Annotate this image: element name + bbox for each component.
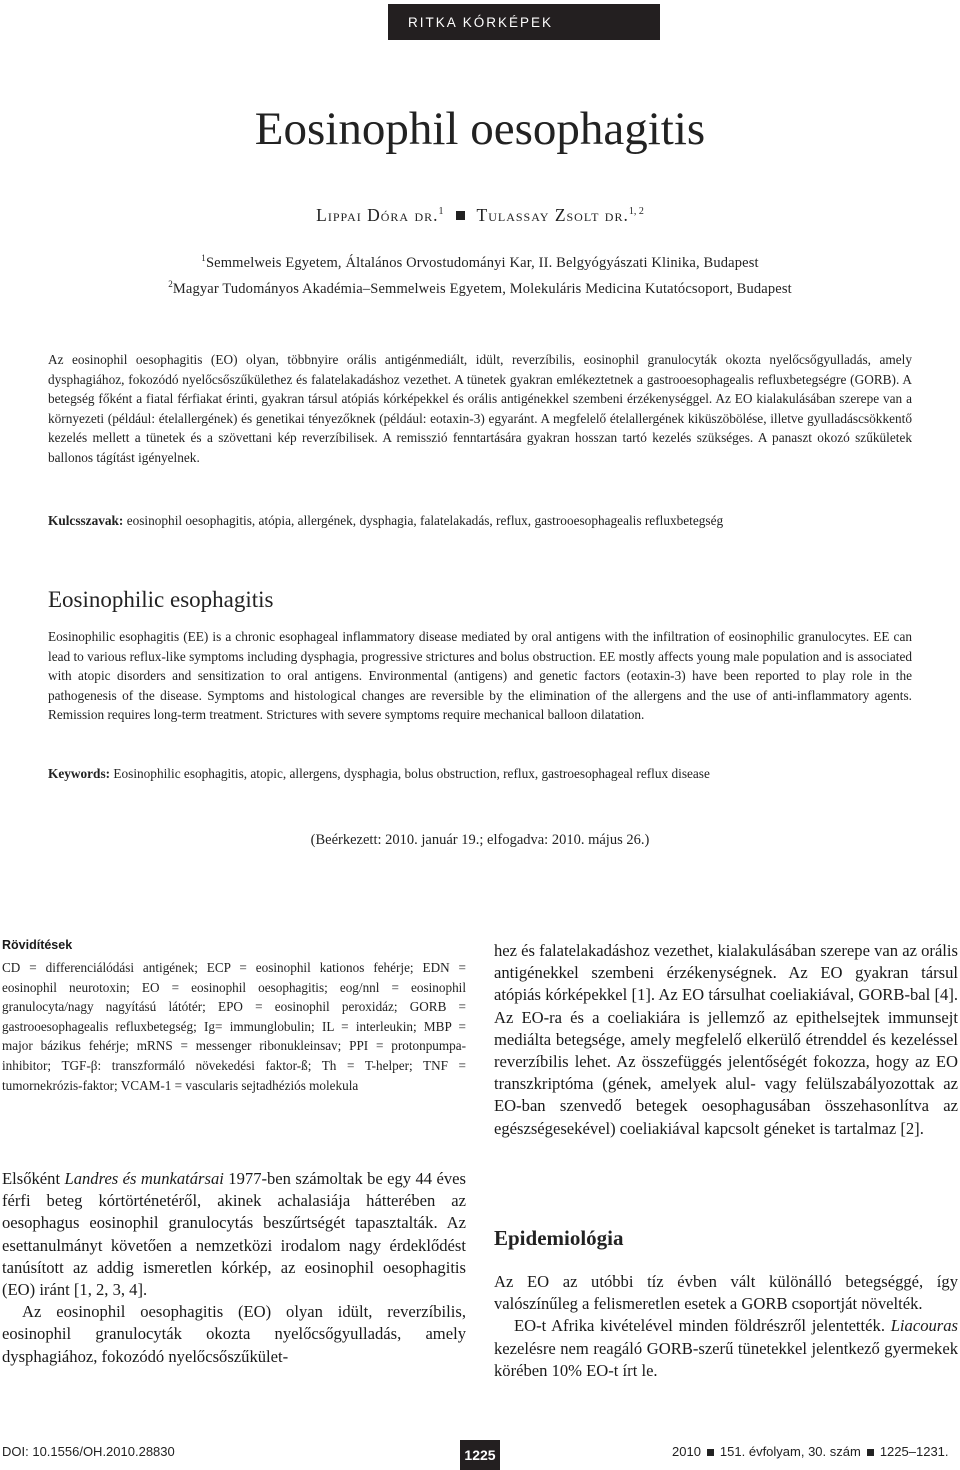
page-number-text: 1225	[464, 1447, 496, 1463]
right-p3-post: kezelésre nem reagáló GORB-szerű tünetekkel jelentkező gyermekek körében 10% EO-t írt le.	[494, 1338, 958, 1380]
section-tag	[388, 4, 660, 40]
footer-square-icon	[867, 1449, 874, 1456]
footer-square-icon	[707, 1449, 714, 1456]
footer-pages: 1225–1231.	[879, 1444, 949, 1459]
abstract-en-title: Eosinophilic esophagitis	[48, 587, 274, 612]
abstract-hu: Az eosinophil oesophagitis (EO) olyan, többnyire orális antigénmediált, idült, reverzíbilis, eosinophil granulocyták okozta nyelőcsőgyulladás, amely dysphagiához, fokozódó nyelőcsőszűkülethez és falatelakadáshoz vezethet. A tünetek gyakran emlékeztetnek a gastrooesophagealis refluxbetegségre (GORB). A betegség főként a fiatal férfiakat érinti, gyakran társul atópiás kórképekkel és orális antigénekkel szembeni érzékenységgel. Az EO kialakulásában szerepe van a környezeti (például: ételallergének) és genetikai tényezőknek (például: eotaxin-3) egyaránt. A megfelelő ételallergének kiküszöbölése, illetve gyulladáscsökkentő kezelés mellett a tünetek és a szövettani kép reverzíbilisek. A remisszió fenntartására gyakran hosszan tartó kezelés szükséges. A panaszt okozó szűkületek ballonos tágítást igényelnek.	[48, 352, 912, 465]
footer-year: 2010	[672, 1444, 701, 1459]
left-paragraph-2: Az eosinophil oesophagitis (EO) olyan idült, reverzíbilis, eosinophil granulocyták okozta nyelőcsőgyulladás, amely dysphagiához, fokozódó nyelőcsőszűkület-	[2, 1302, 466, 1366]
abbreviations-list: CD = differenciálódási antigének; ECP = eosinophil kationos fehérje; EDN = eosinophil neurotoxin; EO = eosinophil oesophagitis; eog/nnl = eosinophil granulocyta/nagy nagyítású látótér; EPO = eosinophil peroxidáz; GORB = gastrooesophagealis refluxbetegség; Ig= immunglobulin; IL = interleukin; MBP = major bázikus fehérje; mRNS = messenger ribonukleinsav; PPI = protonpumpa-inhibitor; TGF-β: transzformáló növekedési faktor-ß; Th = T-helper; TNF = tumornekrózis-faktor; VCAM-1 = vascularis sejtadhéziós molekula	[2, 960, 466, 1093]
footer-doi: DOI: 10.1556/OH.2010.28830	[2, 1444, 175, 1459]
affiliation-1-text: Semmelweis Egyetem, Általános Orvostudományi Kar, II. Belgyógyászati Klinika, Budapest	[205, 254, 759, 271]
keywords-hu	[48, 511, 912, 531]
page-number	[460, 1440, 500, 1470]
affiliation-1	[0, 253, 960, 272]
footer-citation	[672, 1444, 949, 1459]
right-paragraph-2: Az EO az utóbbi tíz évben vált különálló betegséggé, így valószínűleg a felismeretlen esetek a GORB csoportját növelték.	[494, 1272, 958, 1314]
right-paragraph-3	[494, 1315, 958, 1382]
affiliation-2-text: Magyar Tudományos Akadémia–Semmelweis Egyetem, Molekuláris Medicina Kutatócsoport, Budapest	[172, 280, 792, 297]
left-paragraph-1	[2, 1168, 466, 1301]
footer-volume: 151. évfolyam, 30. szám	[719, 1444, 861, 1459]
right-column-top	[494, 940, 958, 1140]
right-paragraph-1: hez és falatelakadáshoz vezethet, kialakulásában szerepe van az orális antigénekkel szembeni érzékenységnek. Az EO gyakran társul atópiás kórképekkel [1]. Az EO társulhat coeliakiával, GORB-bal [4]. Az EO-ra és a coeliakiára is jellemző az epithelsejtek immunsejt mediálta betegsége, amely megfelelő elkerülő étrenddel és kezeléssel reverzíbilis lehet. Az összefüggés jelentőségét fokozza, hogy az EO transzkriptóma (gének, amelyek alul- vagy felülszabályozottak az EO-ban szenvedő betegek oesophagusában összehasonlítva az egészségesekével) coeliakiával kapcsolt géneket is tartalmaz [2].	[494, 941, 958, 1138]
received-date: (Beérkezett: 2010. január 19.; elfogadva: 2010. május 26.)	[310, 832, 650, 848]
section-tag-label: RITKA KÓRKÉPEK	[408, 14, 554, 30]
separator-square-icon	[456, 211, 465, 220]
left-p1-pre: Elsőként	[2, 1169, 65, 1188]
abbreviations-heading: Rövidítések	[2, 938, 73, 952]
left-p1-italic: Landres és munkatársai	[64, 1169, 224, 1188]
keywords-hu-label: Kulcsszavak:	[48, 513, 124, 528]
keywords-hu-text: eosinophil oesophagitis, atópia, allergének, dysphagia, falatelakadás, reflux, gastrooesophagealis refluxbetegség	[126, 513, 724, 528]
left-column	[2, 1168, 466, 1368]
section-heading-epidemiology: Epidemiológia	[494, 1226, 624, 1250]
article-title: Eosinophil oesophagitis	[254, 103, 706, 155]
author-2: Tulassay Zsolt dr.	[476, 205, 629, 225]
abstract-en: Eosinophilic esophagitis (EE) is a chronic esophageal inflammatory disease mediated by oral antigens with the infiltration of eosinophilic granulocytes. EE can lead to various reflux-like symptoms including dysphagia, progressive strictures and bolus obstruction. EE mostly affects young male population and is associated with atopic disorders and sensitization to oral antigens. Environmental (antigens) and genetic factors (eotaxin-3) have been reported to play role in the pathogenesis of the disease. Symptoms and histological changes are reversible by the elimination of the allergens and the use of anti-inflammatory agents. Remission requires long-term treatment. Strictures with severe symptoms require mechanical balloon dilatation.	[48, 629, 912, 723]
affiliation-1-number: 1	[201, 253, 206, 263]
keywords-en	[48, 764, 912, 784]
affiliation-2-number: 2	[168, 279, 173, 289]
right-p3-italic: Liacouras	[890, 1316, 958, 1336]
right-p3-pre: EO-t Afrika kivételével minden földrészről jelentették.	[514, 1316, 891, 1336]
author-1: Lippai Dóra dr.	[316, 205, 439, 225]
keywords-en-label: Keywords:	[48, 766, 111, 781]
left-p1-post: 1977-ben számoltak be egy 44 éves férfi beteg kórtörténetéről, akinek achalasiája hátterében az oesophagus eosinophil granulocytás beszűrtségét tapasztalták. Az esettanulmányt követően a nemzetközi irodalom nagy érdeklődést tanúsított az addig ismeretlen kórkép, az eosinophil oesophagitis (EO) iránt [1, 2, 3, 4].	[2, 1169, 467, 1300]
affiliation-2	[0, 279, 960, 298]
author-1-affil: 1	[438, 206, 444, 218]
keywords-en-text: Eosinophilic esophagitis, atopic, allergens, dysphagia, bolus obstruction, reflux, gastroesophageal reflux disease	[113, 766, 710, 781]
author-line	[0, 205, 960, 226]
right-column-bottom	[494, 1271, 958, 1382]
author-2-affil: 1, 2	[628, 206, 644, 218]
